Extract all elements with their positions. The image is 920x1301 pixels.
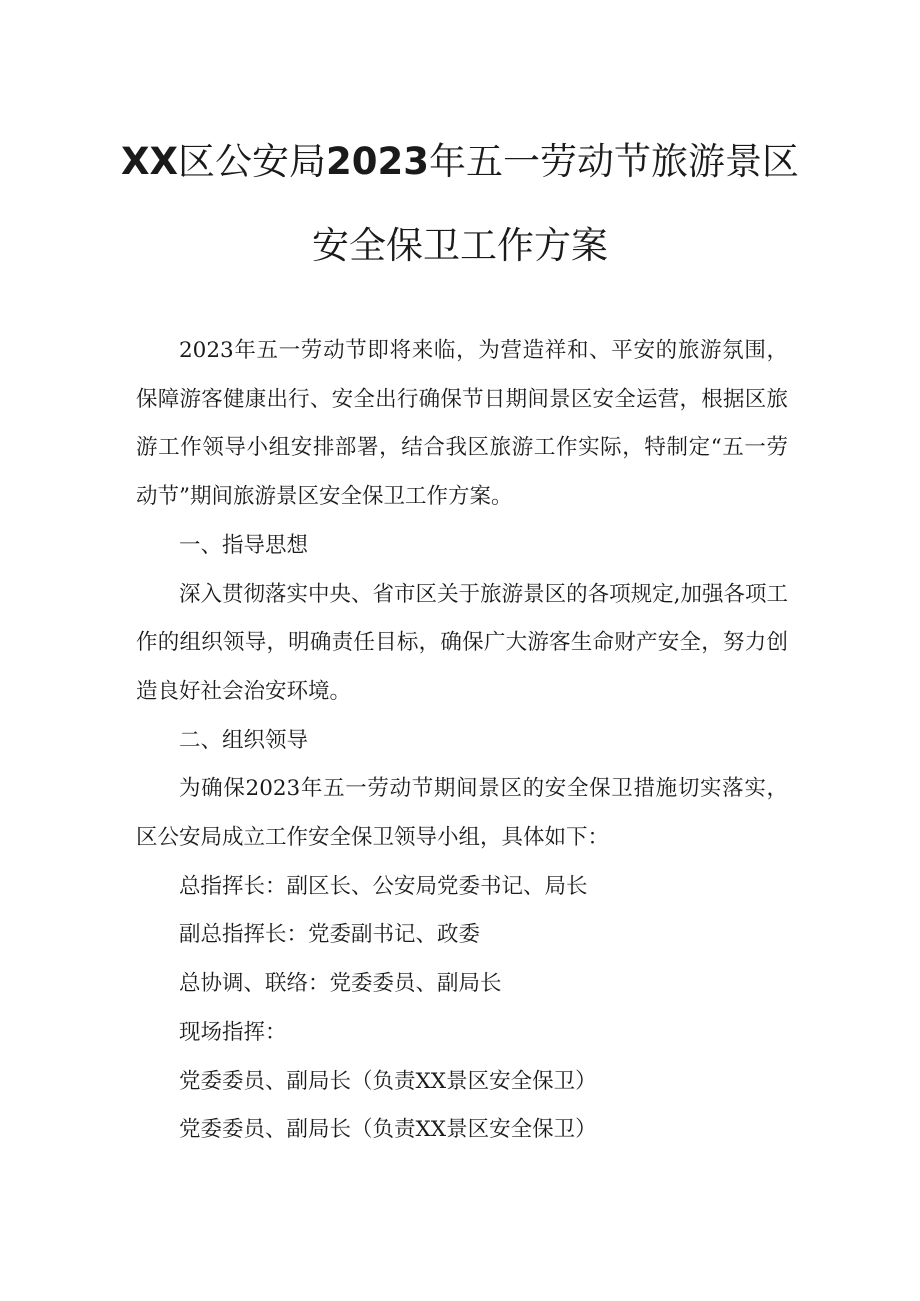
document-body bbox=[136, 327, 788, 1155]
intro-paragraph: 2023年五一劳动节即将来临，为营造祥和、平安的旅游氛围，保障游客健康出行、安全出行确保节日期间景区安全运营，根据区旅游工作领导小组安排部署，结合我区旅游工作实际，特制定“五一劳动节”期间旅游景区安全保卫工作方案。 bbox=[136, 338, 788, 510]
document-title-line-1 bbox=[0, 138, 920, 186]
list-item-chief-commander: 总指挥长：副区长、公安局党委书记、局长 bbox=[179, 873, 588, 899]
organization-paragraph: 为确保2023年五一劳动节期间景区的安全保卫措施切实落实，区公安局成立工作安全保卫领导小组，具体如下： bbox=[136, 776, 788, 851]
list-item-onsite-member: 党委委员、副局长（负责XX景区安全保卫） bbox=[179, 1068, 597, 1094]
list-item-onsite-command: 现场指挥： bbox=[179, 1019, 287, 1045]
list-item-coordinator: 总协调、联络：党委委员、副局长 bbox=[179, 971, 502, 997]
guiding-principle-paragraph: 深入贯彻落实中央、省市区关于旅游景区的各项规定,加强各项工作的组织领导，明确责任目标，确保广大游客生命财产安全，努力创造良好社会治安环境。 bbox=[136, 581, 788, 704]
document-title-line-2: 安全保卫工作方案 bbox=[312, 224, 608, 267]
title-xx: XX bbox=[120, 140, 179, 183]
list-item-onsite-member: 党委委员、副局长（负责XX景区安全保卫） bbox=[179, 1117, 597, 1143]
title-bureau: 区公安局 bbox=[178, 140, 327, 183]
title-holiday: 年五一劳动节旅游景区 bbox=[429, 140, 800, 183]
section-heading-guiding-principle: 一、指导思想 bbox=[179, 532, 309, 558]
list-item-deputy-commander: 副总指挥长：党委副书记、政委 bbox=[179, 922, 481, 948]
title-year: 2023 bbox=[326, 140, 430, 183]
section-heading-organization: 二、组织领导 bbox=[179, 727, 309, 753]
